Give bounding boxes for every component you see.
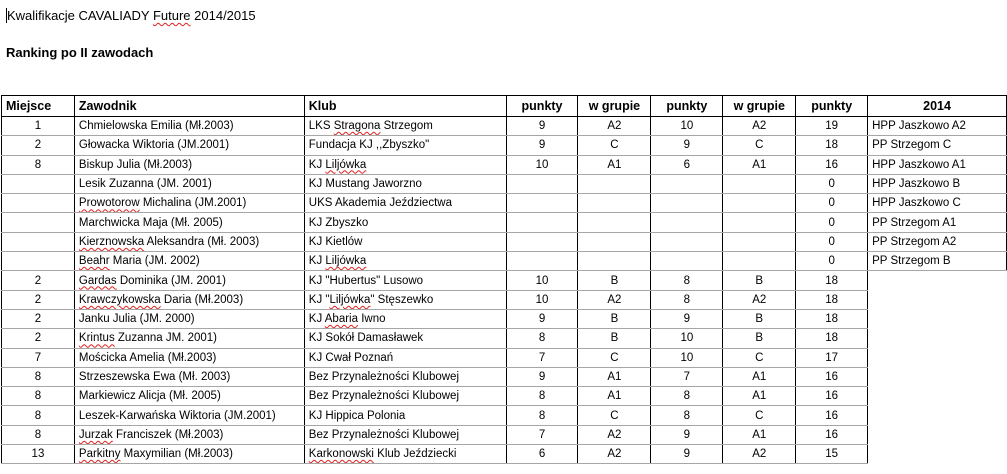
cell-2014: HPP Jaszkowo B: [868, 174, 1007, 193]
cell-grupa-1: A2: [578, 425, 651, 444]
text-run: Mościcka Amelia (Mł.2003): [78, 351, 217, 364]
text-run: Michalina (JM.2001): [139, 197, 247, 210]
cell-2014-empty: [868, 309, 1007, 328]
cell-grupa-2: A1: [723, 155, 796, 174]
cell-punkty-2: 10: [651, 348, 723, 367]
cell-2014-empty: [868, 406, 1007, 425]
cell-miejsce: [2, 194, 75, 213]
text-run: Bez Przynależności Klubowej: [308, 428, 459, 441]
spellcheck-flagged-word: Krintus: [78, 332, 115, 345]
cell-zawodnik: [74, 290, 304, 309]
text-run: KJ ": [308, 293, 330, 306]
cell-zawodnik: [74, 387, 304, 406]
cell-klub: [304, 252, 506, 271]
spellcheck-flagged-word: Abaria: [324, 313, 359, 326]
text-run: KJ Zbyszko: [308, 216, 369, 229]
cell-punkty-total: 0: [796, 252, 868, 271]
table-row: [2, 136, 1007, 155]
cell-punkty-1: 8: [506, 387, 578, 406]
spellcheck-flagged-word: Stragona: [333, 120, 381, 133]
cell-punkty-2: [651, 232, 723, 251]
cell-miejsce: 2: [2, 309, 75, 328]
header-2014: 2014: [868, 96, 1007, 117]
cell-punkty-1: 7: [506, 425, 578, 444]
spellcheck-flagged-word: Krawczykowska: [78, 293, 161, 306]
text-run: Iwno: [358, 313, 386, 326]
cell-punkty-1: 10: [506, 271, 578, 290]
cell-klub: [304, 309, 506, 328]
cell-punkty-1: [506, 213, 578, 232]
ranking-table: [1, 95, 1007, 464]
cell-punkty-1: [506, 232, 578, 251]
text-run: Strzegom: [380, 120, 433, 133]
cell-zawodnik: [74, 309, 304, 328]
text-run: Kwalifikacje CAVALIADY: [7, 8, 153, 23]
document-subtitle: Ranking po II zawodach: [6, 45, 154, 60]
text-run: Franciszek (Mł.2003): [112, 428, 224, 441]
text-run: Lesik Zuzanna (JM. 2001): [78, 178, 212, 191]
cell-punkty-1: 8: [506, 406, 578, 425]
cell-zawodnik: [74, 155, 304, 174]
cell-punkty-1: [506, 194, 578, 213]
text-run: Zuzanna JM. 2001): [114, 332, 217, 345]
cell-grupa-1: A1: [578, 155, 651, 174]
cell-zawodnik: [74, 174, 304, 193]
cell-grupa-2: A1: [723, 425, 796, 444]
table-row: [2, 271, 1007, 290]
table-row: [2, 445, 1007, 464]
cell-klub: [304, 136, 506, 155]
cell-punkty-total: 18: [796, 309, 868, 328]
text-run: KJ: [308, 255, 326, 268]
cell-klub: [304, 117, 506, 136]
cell-klub: [304, 174, 506, 193]
cell-2014-empty: [868, 348, 1007, 367]
header-miejsce: Miejsce: [2, 96, 75, 117]
cell-punkty-2: 9: [651, 425, 723, 444]
cell-punkty-total: 16: [796, 387, 868, 406]
text-run: 2014/2015: [190, 8, 256, 23]
cell-punkty-2: [651, 194, 723, 213]
text-run: KJ Cwał Poznań: [308, 351, 394, 364]
cell-zawodnik: [74, 271, 304, 290]
text-run: " Stęszewko: [370, 293, 434, 306]
cell-2014-empty: [868, 290, 1007, 309]
cell-grupa-1: [578, 194, 651, 213]
text-run: Fundacja KJ ,,Zbyszko": [308, 139, 430, 152]
cell-2014: HPP Jaszkowo A2: [868, 117, 1007, 136]
cell-punkty-total: 18: [796, 290, 868, 309]
cell-grupa-2: A2: [723, 117, 796, 136]
cell-punkty-total: 0: [796, 213, 868, 232]
cell-zawodnik: [74, 445, 304, 464]
cell-grupa-2: [723, 232, 796, 251]
table-row: [2, 194, 1007, 213]
cell-2014-empty: [868, 425, 1007, 444]
text-run: Markiewicz Alicja (Mł. 2005): [78, 390, 221, 403]
cell-zawodnik: [74, 348, 304, 367]
cell-punkty-total: 0: [796, 194, 868, 213]
spellcheck-flagged-word: Liljówka: [325, 158, 367, 171]
cell-punkty-total: 16: [796, 425, 868, 444]
cell-klub: [304, 425, 506, 444]
spellcheck-flagged-word: Jurzak: [78, 428, 113, 441]
cell-punkty-1: 8: [506, 329, 578, 348]
cell-2014: HPP Jaszkowo A1: [868, 155, 1007, 174]
cell-miejsce: 8: [2, 425, 75, 444]
table-row: [2, 309, 1007, 328]
cell-punkty-2: 9: [651, 309, 723, 328]
header-klub: Klub: [304, 96, 506, 117]
cell-grupa-1: [578, 213, 651, 232]
cell-klub: [304, 329, 506, 348]
spellcheck-flagged-word: Prowotorow: [78, 197, 140, 210]
spellcheck-flagged-word: Kierznowska: [78, 235, 145, 248]
cell-punkty-2: 10: [651, 329, 723, 348]
cell-zawodnik: [74, 136, 304, 155]
cell-grupa-1: A1: [578, 387, 651, 406]
cell-grupa-2: [723, 213, 796, 232]
cell-punkty-total: 0: [796, 174, 868, 193]
cell-punkty-total: 17: [796, 348, 868, 367]
spellcheck-flagged-word: Beahr: [78, 255, 110, 268]
cell-grupa-1: C: [578, 136, 651, 155]
header-punkty-total: punkty: [796, 96, 868, 117]
text-run: Dominika (JM. 2001): [116, 274, 226, 287]
cell-punkty-2: [651, 252, 723, 271]
table-row: [2, 290, 1007, 309]
text-run: Klub Jeździecki: [373, 448, 457, 461]
cell-grupa-2: B: [723, 271, 796, 290]
cell-punkty-1: [506, 174, 578, 193]
cell-punkty-1: 9: [506, 136, 578, 155]
text-run: Leszek-Karwańska Wiktoria (JM.2001): [78, 409, 276, 422]
cell-grupa-1: C: [578, 406, 651, 425]
header-grupa-1: w grupie: [578, 96, 651, 117]
cell-miejsce: 2: [2, 329, 75, 348]
cell-miejsce: 7: [2, 348, 75, 367]
ranking-table-body: [2, 117, 1007, 464]
cell-klub: [304, 445, 506, 464]
cell-grupa-2: C: [723, 136, 796, 155]
cell-punkty-2: [651, 174, 723, 193]
table-row: [2, 232, 1007, 251]
cell-grupa-1: A1: [578, 367, 651, 386]
cell-2014: PP Strzegom B: [868, 252, 1007, 271]
cell-punkty-1: 6: [506, 445, 578, 464]
cell-punkty-1: 9: [506, 309, 578, 328]
text-run: UKS Akademia Jeździectwa: [308, 197, 452, 210]
cell-punkty-1: 7: [506, 348, 578, 367]
cell-grupa-1: [578, 174, 651, 193]
table-row: [2, 425, 1007, 444]
spellcheck-flagged-word: Liljówka: [329, 293, 371, 306]
text-run: KJ Kietlów: [308, 235, 363, 248]
header-punkty-1: punkty: [506, 96, 578, 117]
text-run: Marchwicka Maja (Mł. 2005): [78, 216, 223, 229]
table-row: [2, 174, 1007, 193]
cell-grupa-2: C: [723, 348, 796, 367]
cell-klub: [304, 348, 506, 367]
spellcheck-flagged-word: Liljówka: [325, 255, 367, 268]
text-run: Bez Przynależności Klubowej: [308, 390, 459, 403]
cell-punkty-total: 18: [796, 136, 868, 155]
cell-zawodnik: [74, 367, 304, 386]
cell-grupa-1: [578, 252, 651, 271]
cell-zawodnik: [74, 232, 304, 251]
cell-punkty-total: 19: [796, 117, 868, 136]
cell-punkty-2: 8: [651, 406, 723, 425]
cell-punkty-1: 10: [506, 290, 578, 309]
cell-grupa-2: [723, 252, 796, 271]
cell-punkty-2: 8: [651, 387, 723, 406]
cell-punkty-total: 16: [796, 367, 868, 386]
cell-punkty-2: 10: [651, 117, 723, 136]
cell-punkty-2: 9: [651, 445, 723, 464]
table-header-row: [2, 96, 1007, 117]
document-title-text: [7, 8, 256, 23]
cell-punkty-total: 0: [796, 232, 868, 251]
table-row: [2, 406, 1007, 425]
cell-grupa-1: B: [578, 309, 651, 328]
spellcheck-flagged-word: Karkonowski: [308, 448, 374, 461]
cell-punkty-2: 6: [651, 155, 723, 174]
cell-grupa-2: [723, 174, 796, 193]
cell-punkty-2: 8: [651, 271, 723, 290]
text-run: KJ: [308, 158, 326, 171]
cell-klub: [304, 194, 506, 213]
text-run: Daria (Mł.2003): [160, 293, 244, 306]
text-run: Chmielowska Emilia (Mł.2003): [78, 120, 234, 133]
cell-grupa-2: C: [723, 406, 796, 425]
cell-klub: [304, 406, 506, 425]
cell-klub: [304, 387, 506, 406]
text-run: Maria (JM. 2002): [109, 255, 200, 268]
text-run: Aleksandra (Mł. 2003): [144, 235, 260, 248]
cell-zawodnik: [74, 213, 304, 232]
cell-klub: [304, 290, 506, 309]
cell-punkty-total: 16: [796, 155, 868, 174]
text-run: KJ Hippica Polonia: [308, 409, 406, 422]
cell-punkty-total: 18: [796, 271, 868, 290]
cell-grupa-1: A2: [578, 117, 651, 136]
document-title: [6, 7, 256, 24]
cell-2014-empty: [868, 387, 1007, 406]
cell-grupa-1: C: [578, 348, 651, 367]
table-row: [2, 117, 1007, 136]
cell-2014: PP Strzegom C: [868, 136, 1007, 155]
cell-punkty-1: [506, 252, 578, 271]
cell-grupa-1: B: [578, 329, 651, 348]
cell-miejsce: 13: [2, 445, 75, 464]
cell-zawodnik: [74, 406, 304, 425]
cell-grupa-2: [723, 194, 796, 213]
cell-miejsce: [2, 174, 75, 193]
cell-grupa-2: B: [723, 309, 796, 328]
cell-2014: PP Strzegom A2: [868, 232, 1007, 251]
header-zawodnik: Zawodnik: [74, 96, 304, 117]
table-row: [2, 213, 1007, 232]
cell-zawodnik: [74, 329, 304, 348]
cell-2014-empty: [868, 329, 1007, 348]
cell-miejsce: 2: [2, 271, 75, 290]
cell-grupa-1: A2: [578, 445, 651, 464]
cell-miejsce: [2, 232, 75, 251]
cell-punkty-total: 18: [796, 329, 868, 348]
cell-grupa-1: [578, 232, 651, 251]
spellcheck-flagged-word: Future: [152, 8, 191, 23]
cell-grupa-1: B: [578, 271, 651, 290]
cell-punkty-1: 10: [506, 155, 578, 174]
cell-2014-empty: [868, 271, 1007, 290]
table-row: [2, 155, 1007, 174]
cell-punkty-total: 15: [796, 445, 868, 464]
cell-miejsce: 8: [2, 367, 75, 386]
table-row: [2, 387, 1007, 406]
cell-grupa-2: B: [723, 329, 796, 348]
cell-2014: PP Strzegom A1: [868, 213, 1007, 232]
text-run: Janku Julia (JM. 2000): [78, 313, 195, 326]
spellcheck-flagged-word: Gardas: [78, 274, 117, 287]
header-punkty-2: punkty: [651, 96, 723, 117]
text-run: Biskup Julia (Mł.2003): [78, 158, 193, 171]
cell-miejsce: 8: [2, 406, 75, 425]
cell-punkty-total: 16: [796, 406, 868, 425]
cell-klub: [304, 367, 506, 386]
cell-grupa-2: A1: [723, 387, 796, 406]
cell-zawodnik: [74, 117, 304, 136]
text-run: KJ "Hubertus" Lusowo: [308, 274, 424, 287]
cell-miejsce: 8: [2, 387, 75, 406]
cell-punkty-1: 9: [506, 367, 578, 386]
table-row: [2, 367, 1007, 386]
cell-klub: [304, 213, 506, 232]
cell-punkty-1: 9: [506, 117, 578, 136]
text-run: Strzeszewska Ewa (Mł. 2003): [78, 371, 231, 383]
cell-miejsce: 8: [2, 155, 75, 174]
cell-zawodnik: [74, 194, 304, 213]
cell-2014: HPP Jaszkowo C: [868, 194, 1007, 213]
cell-klub: [304, 271, 506, 290]
cell-grupa-2: A1: [723, 367, 796, 386]
text-run: KJ Mustang Jaworzno: [308, 178, 422, 191]
table-row: [2, 348, 1007, 367]
cell-klub: [304, 232, 506, 251]
cell-miejsce: [2, 252, 75, 271]
table-row: [2, 329, 1007, 348]
cell-miejsce: 2: [2, 290, 75, 309]
cell-punkty-2: 7: [651, 367, 723, 386]
header-grupa-2: w grupie: [723, 96, 796, 117]
cell-zawodnik: [74, 425, 304, 444]
cell-grupa-2: A2: [723, 445, 796, 464]
cell-punkty-2: 9: [651, 136, 723, 155]
text-run: LKS: [308, 120, 334, 133]
cell-punkty-2: [651, 213, 723, 232]
cell-2014-empty: [868, 445, 1007, 464]
cell-klub: [304, 155, 506, 174]
cell-miejsce: 1: [2, 117, 75, 136]
text-run: KJ Sokół Damasławek: [308, 332, 424, 345]
cell-2014-empty: [868, 367, 1007, 386]
cell-grupa-1: A2: [578, 290, 651, 309]
text-run: Maxymilian (Mł.2003): [120, 448, 233, 461]
text-run: Głowacka Wiktoria (JM.2001): [78, 139, 230, 152]
cell-miejsce: [2, 213, 75, 232]
cell-miejsce: 2: [2, 136, 75, 155]
cell-zawodnik: [74, 252, 304, 271]
cell-grupa-2: A2: [723, 290, 796, 309]
cell-punkty-2: 8: [651, 290, 723, 309]
spellcheck-flagged-word: Parkitny: [78, 448, 121, 461]
text-run: KJ: [308, 313, 325, 326]
table-row: [2, 252, 1007, 271]
text-run: Bez Przynależności Klubowej: [308, 371, 459, 383]
